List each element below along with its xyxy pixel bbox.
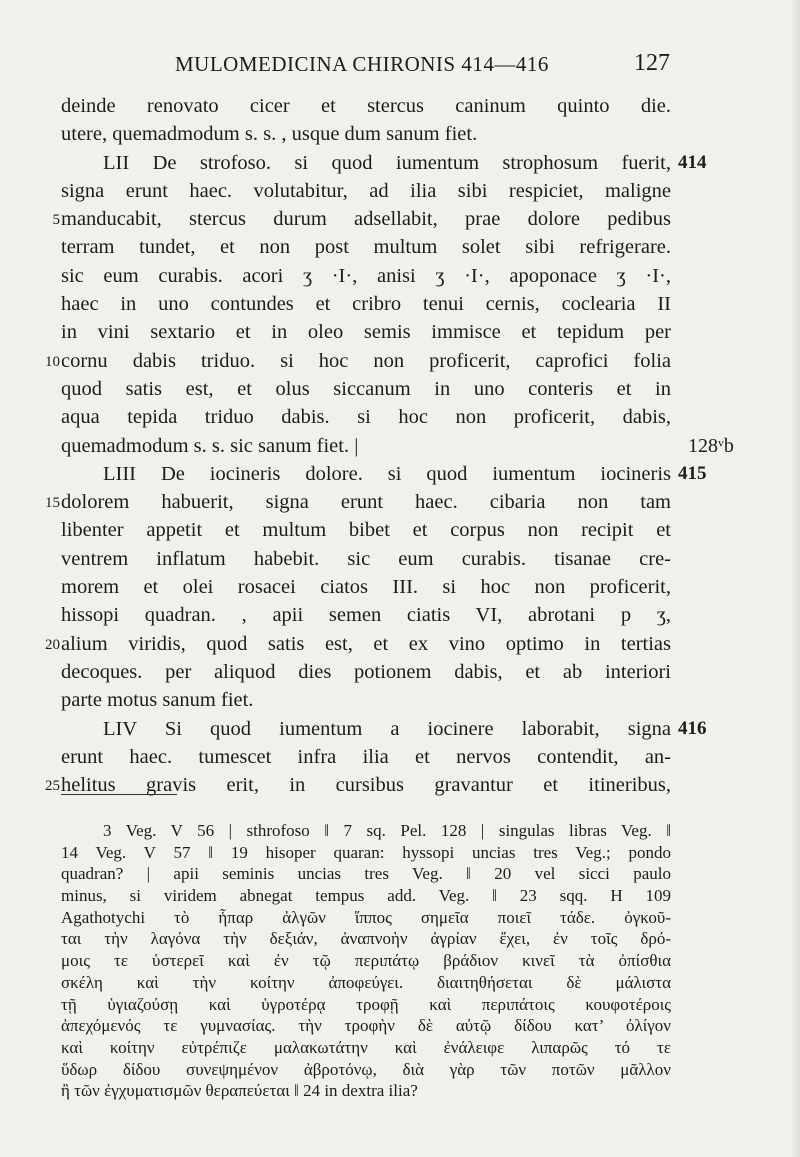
line-text: alium viridis, quod satis est, et ex vino optimo in tertias bbox=[61, 632, 671, 655]
note-text: ἢ τῶν ἐγχυματισμῶν θεραπεύεται ‖ 24 in dextra ilia? bbox=[61, 1081, 418, 1101]
note-text: minus, si viridem abnegat tempus add. Veg. ‖ 23 sqq. H 109 bbox=[61, 886, 671, 906]
line-text: libenter appetit et multum bibet et corpus non recipit et bbox=[61, 519, 671, 542]
text-line bbox=[0, 233, 800, 261]
text-line bbox=[0, 149, 800, 177]
line-text: decoques. per aliquod dies potionem dabis, et ab interiori bbox=[61, 660, 671, 683]
margin-reference: 416 bbox=[678, 717, 707, 739]
line-text: terram tundet, et non post multum solet sibi refrigerare. bbox=[61, 236, 671, 259]
line-text: aqua tepida triduo dabis. si hoc non proficerit, dabis, bbox=[61, 406, 671, 429]
text-line bbox=[0, 771, 800, 799]
apparatus-notes bbox=[0, 820, 800, 1102]
margin-reference: 415 bbox=[678, 462, 707, 484]
line-text: haec in uno contundes et cribro tenui cernis, coclearia II bbox=[61, 293, 671, 316]
text-line bbox=[0, 658, 800, 686]
note-line bbox=[0, 907, 800, 929]
line-text: LII De strofoso. si quod iumentum strophosum fuerit, bbox=[103, 151, 671, 174]
line-text: morem et olei rosacei ciatos III. si hoc non proficerit, bbox=[61, 576, 671, 599]
line-text: deinde renovato cicer et stercus caninum quinto die. bbox=[61, 95, 671, 117]
text-line bbox=[0, 318, 800, 346]
line-text: LIV Si quod iumentum a iocinere laborabit, signa bbox=[103, 717, 671, 740]
note-line bbox=[0, 1059, 800, 1081]
note-text: μοις τε ὑστερεῖ καὶ ἐν τῷ περιπάτῳ βράδιον κινεῖ τὰ ὀπίσθια bbox=[61, 951, 671, 971]
text-line bbox=[0, 630, 800, 658]
text-line bbox=[0, 403, 800, 431]
text-line bbox=[0, 488, 800, 516]
line-text: LIII De iocineris dolore. si quod iumentum iocineris bbox=[103, 462, 671, 485]
note-line bbox=[0, 842, 800, 864]
text-line bbox=[0, 460, 800, 488]
page-number: 127 bbox=[634, 50, 670, 76]
line-text: quemadmodum s. s. sic sanum fiet. | bbox=[61, 434, 359, 457]
line-number: 20 bbox=[45, 636, 60, 653]
note-line bbox=[0, 1015, 800, 1037]
note-line bbox=[0, 994, 800, 1016]
text-line bbox=[0, 601, 800, 629]
line-number: 10 bbox=[45, 353, 60, 370]
note-line bbox=[0, 972, 800, 994]
note-text: 14 Veg. V 57 ‖ 19 hisoper quaran: hyssopi uncias tres Veg.; pondo bbox=[61, 842, 671, 862]
line-text: erunt haec. tumescet infra ilia et nervos contendit, an- bbox=[61, 745, 671, 768]
line-text: hissopi quadran. , apii semen ciatis VI, abrotani p ʒ, bbox=[61, 604, 671, 627]
text-line bbox=[0, 205, 800, 233]
running-title: MULOMEDICINA CHIRONIS 414—416 bbox=[175, 52, 549, 76]
line-text: in vini sextario et in oleo semis immisce et tepidum per bbox=[61, 321, 671, 344]
note-line bbox=[0, 885, 800, 907]
note-line bbox=[0, 928, 800, 950]
note-line bbox=[0, 1037, 800, 1059]
text-line bbox=[0, 686, 800, 714]
text-line bbox=[0, 516, 800, 544]
text-line bbox=[0, 573, 800, 601]
line-text: helitus gravis erit, in cursibus gravantur et itineribus, bbox=[61, 774, 671, 797]
main-text bbox=[0, 92, 800, 799]
line-number: 5 bbox=[52, 212, 60, 229]
note-text: ἀπεχόμενός τε γυμνασίας. τὴν τροφὴν δὲ αὐτῷ δίδου κατ’ ὀλίγον bbox=[61, 1016, 671, 1036]
line-text: dolorem habuerit, signa erunt haec. cibaria non tam bbox=[61, 491, 671, 514]
text-line bbox=[0, 375, 800, 403]
text-line bbox=[0, 92, 800, 120]
footnote-rule bbox=[61, 794, 177, 795]
scan-shadow bbox=[790, 0, 800, 1157]
line-text: parte motus sanum fiet. bbox=[61, 689, 254, 712]
text-line bbox=[0, 262, 800, 290]
note-text: ται τὴν λαγόνα τὴν δεξιάν, ἀναπνοὴν ἀγρίαν ἔχει, ἐν τοῖς δρό- bbox=[61, 929, 671, 949]
note-text: 3 Veg. V 56 | sthrofoso ‖ 7 sq. Pel. 128 | singulas libras Veg. ‖ bbox=[103, 821, 671, 840]
text-line bbox=[0, 290, 800, 318]
note-text: καὶ κοίτην εὐτρέπιζε μαλακωτάτην καὶ ἐνάλειφε λιπαρῶς τό τε bbox=[61, 1037, 671, 1057]
note-line bbox=[0, 1080, 800, 1102]
line-text: sic eum curabis. acori ʒ ·I·, anisi ʒ ·I·, apoponace ʒ ·I·, bbox=[61, 264, 671, 287]
text-line bbox=[0, 347, 800, 375]
note-line bbox=[0, 950, 800, 972]
line-number: 25 bbox=[45, 778, 60, 795]
text-line bbox=[0, 743, 800, 771]
line-text: quod satis est, et olus siccanum in uno conteris et in bbox=[61, 377, 671, 400]
line-text: cornu dabis triduo. si hoc non proficerit, caprofici folia bbox=[61, 349, 671, 372]
note-line bbox=[0, 820, 800, 842]
margin-reference: 128ᵛb bbox=[688, 434, 734, 457]
line-number: 15 bbox=[45, 495, 60, 512]
text-line bbox=[0, 177, 800, 205]
page-header bbox=[60, 50, 670, 82]
text-line bbox=[0, 120, 800, 148]
note-text: τῇ ὑγιαζούσῃ καὶ ὑγροτέρᾳ τροφῇ καὶ περιπάτοις κουφοτέροις bbox=[61, 994, 671, 1014]
line-text: utere, quemadmodum s. s. , usque dum sanum fiet. bbox=[61, 123, 478, 146]
note-text: Agathotychi τὸ ἧπαρ ἀλγῶν ἵππος σημεῖα ποιεῖ τάδε. ὀγκοῦ- bbox=[61, 907, 671, 927]
line-text: manducabit, stercus durum adsellabit, prae dolore pedibus bbox=[61, 208, 671, 231]
text-line bbox=[0, 432, 800, 460]
margin-reference: 414 bbox=[678, 151, 707, 173]
note-text: quadran? | apii seminis uncias tres Veg. ‖ 20 vel sicci paulo bbox=[61, 864, 671, 884]
text-line bbox=[0, 545, 800, 573]
line-text: signa erunt haec. volutabitur, ad ilia sibi respiciet, maligne bbox=[61, 179, 671, 202]
note-text: σκέλη καὶ τὴν κοίτην ἀποφεύγει. διαιτηθήσεται δὲ μάλιστα bbox=[61, 972, 671, 992]
line-text: ventrem inflatum habebit. sic eum curabis. tisanae cre- bbox=[61, 547, 671, 570]
text-line bbox=[0, 715, 800, 743]
note-line bbox=[0, 863, 800, 885]
note-text: ὕδωρ δίδου συνεψημένον ἀβροτόνῳ, διὰ γὰρ τῶν ποτῶν μᾶλλον bbox=[61, 1059, 671, 1079]
